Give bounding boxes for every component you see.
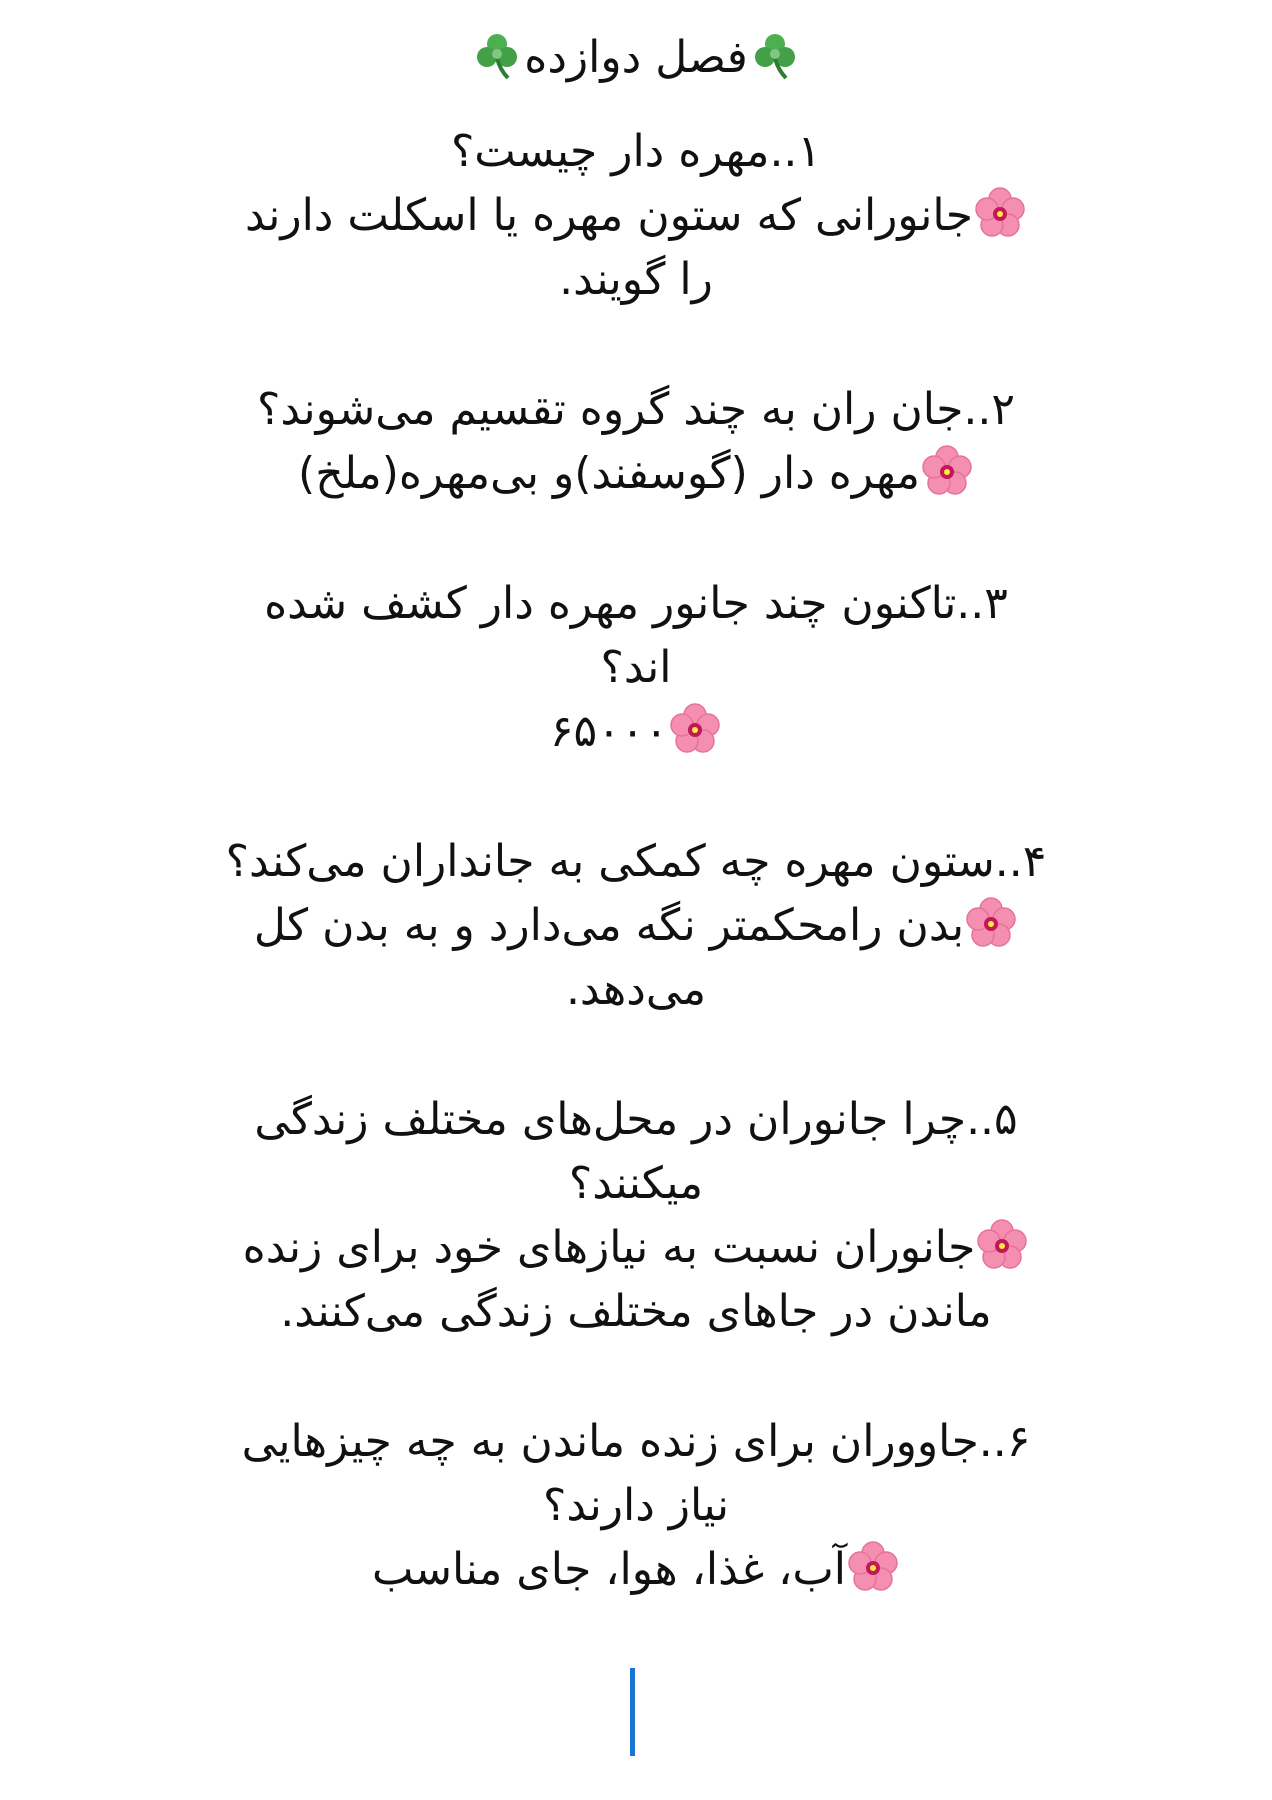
question-text: ۳..تاکنون چند جانور مهره دار کشف شده	[264, 578, 1008, 629]
hibiscus-flower-icon	[920, 444, 974, 498]
question-text-continued: میکنند؟	[568, 1158, 704, 1209]
shamrock-icon	[470, 28, 524, 82]
answer-text: جانورانی که ستون مهره یا اسکلت دارند	[244, 190, 974, 241]
answer-text: ماندن در جاهای مختلف زندگی می‌کنند.	[280, 1286, 992, 1337]
note-title-text: فصل دوازده	[524, 32, 748, 83]
hibiscus-flower-icon	[668, 702, 722, 756]
answer-text: می‌دهد.	[565, 964, 707, 1015]
answer-line	[150, 184, 1122, 248]
text-cursor	[630, 1668, 635, 1756]
answer-text: آب، غذا، هوا، جای مناسب	[371, 1544, 847, 1595]
qa-item	[150, 830, 1122, 1022]
question-text-continued: نیاز دارند؟	[543, 1480, 729, 1531]
answer-text: بدن رامحکمتر نگه می‌دارد و به بدن کل	[253, 900, 965, 951]
qa-item	[150, 378, 1122, 506]
question-text-continued: اند؟	[600, 642, 672, 693]
question-text: ۱..مهره دار چیست؟	[450, 126, 822, 177]
hibiscus-flower-icon	[964, 896, 1018, 950]
question-text: ۵..چرا جانوران در محل‌های مختلف زندگی	[254, 1094, 1018, 1145]
qa-item	[150, 1410, 1122, 1602]
qa-item	[150, 120, 1122, 312]
note-text-area[interactable]	[150, 26, 1122, 1602]
shamrock-icon	[748, 28, 802, 82]
hibiscus-flower-icon	[973, 186, 1027, 240]
answer-line	[150, 1216, 1122, 1280]
answer-line	[150, 1538, 1122, 1602]
hibiscus-flower-icon	[846, 1540, 900, 1594]
answer-line	[150, 894, 1122, 958]
hibiscus-flower-icon	[975, 1218, 1029, 1272]
question-text: ۲..جان ران به چند گروه تقسیم می‌شوند؟	[256, 384, 1016, 435]
question-text: ۶..جاووران برای زنده ماندن به چه چیزهایی	[241, 1416, 1031, 1467]
qa-item	[150, 572, 1122, 764]
answer-line	[150, 442, 1122, 506]
question-text: ۴..ستون مهره چه کمکی به جانداران می‌کند؟	[225, 836, 1047, 887]
answer-line	[150, 700, 1122, 764]
answer-text: مهره دار (گوسفند)و بی‌مهره(ملخ)	[298, 448, 920, 499]
answer-text: را گویند.	[559, 254, 713, 305]
qa-item	[150, 1088, 1122, 1344]
answer-text: جانوران نسبت به نیازهای خود برای زنده	[242, 1222, 976, 1273]
note-title	[150, 26, 1122, 90]
answer-text: ۶۵۰۰۰	[549, 706, 669, 757]
